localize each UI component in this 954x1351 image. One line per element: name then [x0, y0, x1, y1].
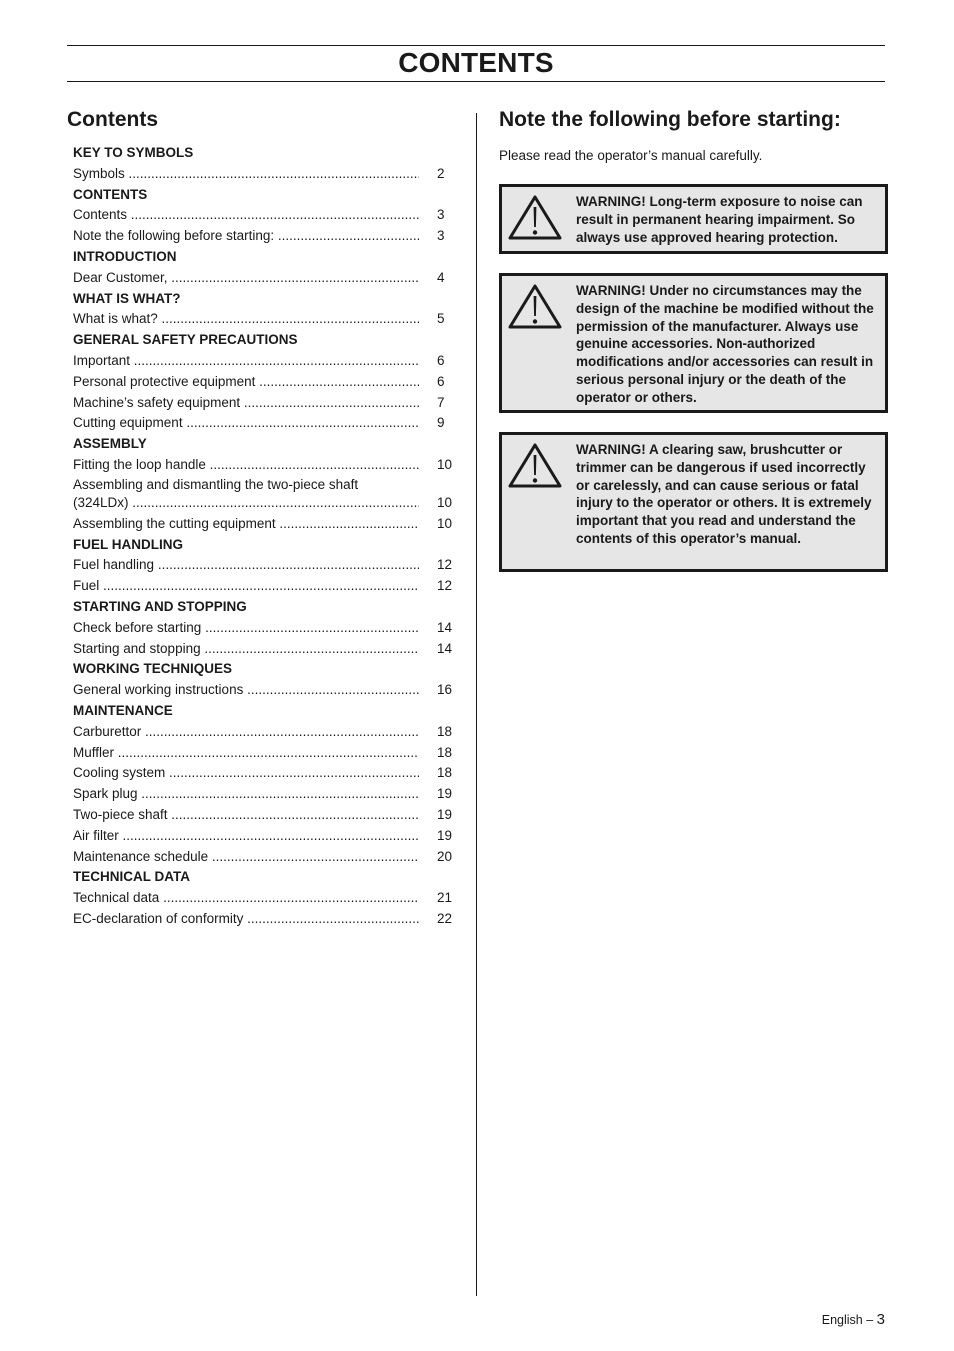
toc-entry-page: 12 [437, 557, 453, 573]
notes-column [499, 106, 888, 546]
toc-entry [73, 413, 460, 434]
toc-entry-label: Symbols ..... [73, 164, 419, 185]
toc-entry-page: 19 [437, 806, 453, 822]
toc-entry-label: Muffler ..... [73, 743, 419, 764]
toc-heading: Contents [67, 108, 158, 131]
toc-entry-label-continued: (324LDx) ..... [73, 493, 419, 514]
toc-entry [73, 268, 460, 289]
toc-entry-page: 10 [437, 494, 453, 510]
toc-entry-page: 10 [437, 515, 453, 531]
toc-section-title: STARTING AND STOPPING [73, 598, 247, 614]
warning-box [499, 184, 888, 254]
toc-entry-label: General working instructions ..... [73, 680, 419, 701]
warning-text: WARNING! A clearing saw, brushcutter or trimmer can be dangerous if used incorrectly or carelessly, and can cause serious or fatal injury to the operator or others. It is extremely important that you read and understand the contents of this operator’s manual. [576, 442, 872, 546]
toc-section-title: INTRODUCTION [73, 248, 177, 264]
notes-heading: Note the following before starting: [499, 108, 841, 131]
toc-entry-label: Cutting equipment ..... [73, 413, 419, 434]
warning-box [499, 432, 888, 572]
toc-entry [73, 888, 460, 909]
toc-entry-page: 14 [437, 640, 453, 656]
toc-entry-label: Technical data ..... [73, 888, 419, 909]
toc-entry-label: Cooling system ..... [73, 763, 419, 784]
toc-entry [73, 826, 460, 847]
toc-entry-label: Important ..... [73, 351, 419, 372]
toc-entry-page: 21 [437, 890, 453, 906]
toc-entry [73, 847, 460, 868]
toc-entry-page: 19 [437, 827, 453, 843]
toc-entry [73, 393, 460, 414]
toc-entry [73, 576, 460, 597]
toc-entry [73, 555, 460, 576]
title-bottom-rule [67, 81, 885, 82]
toc-entry [73, 639, 460, 660]
toc-entry [73, 476, 460, 514]
column-divider [476, 113, 477, 1296]
toc-entry [73, 722, 460, 743]
toc-section-title: TECHNICAL DATA [73, 869, 190, 885]
warning-triangle-icon [507, 282, 563, 330]
toc-entry-page: 6 [437, 352, 445, 368]
footer-separator: – [866, 1313, 874, 1327]
toc-entry [73, 164, 460, 185]
toc-entry-page: 9 [437, 415, 445, 431]
toc-entry-label: Carburettor ..... [73, 722, 419, 743]
toc-entry-label: Assembling the cutting equipment ..... [73, 514, 419, 535]
toc-entry [73, 205, 460, 226]
toc-entry [73, 909, 460, 930]
toc-entry [73, 680, 460, 701]
toc-entry-page: 4 [437, 269, 445, 285]
toc-entry-label: Contents ..... [73, 205, 419, 226]
warning-triangle-icon [507, 441, 563, 489]
toc-section-title: FUEL HANDLING [73, 536, 183, 552]
toc-section-title: KEY TO SYMBOLS [73, 145, 194, 160]
footer-language: English [821, 1313, 863, 1327]
toc-entry [73, 784, 460, 805]
toc-entry-page: 19 [437, 786, 453, 802]
toc-entry-page: 7 [437, 394, 445, 410]
toc-section-title: WHAT IS WHAT? [73, 290, 181, 306]
toc-entry [73, 763, 460, 784]
toc-entry-label: Personal protective equipment ..... [73, 372, 419, 393]
toc-entry [73, 514, 460, 535]
toc-entry-label: Fuel handling ..... [73, 555, 419, 576]
toc-entry-page: 12 [437, 578, 453, 594]
toc-entry-page: 18 [437, 765, 453, 781]
toc-entry-page: 22 [437, 910, 453, 926]
toc-entry-page: 16 [437, 682, 453, 698]
toc-entry [73, 455, 460, 476]
toc-section-title: ASSEMBLY [73, 436, 147, 452]
toc-entry-page: 20 [437, 848, 453, 864]
toc-entry-page: 18 [437, 744, 453, 760]
toc-entry-label: What is what? ..... [73, 309, 419, 330]
toc-entry-label: Spark plug ..... [73, 784, 419, 805]
toc-entry-page: 2 [437, 165, 445, 181]
toc-entry-page: 5 [437, 311, 445, 327]
toc-entry [73, 351, 460, 372]
toc-entry [73, 618, 460, 639]
page-title: CONTENTS [398, 47, 554, 78]
warning-text: WARNING! Long-term exposure to noise can result in permanent hearing impairment. So always use approved hearing protection. [576, 194, 863, 245]
toc-entry [73, 743, 460, 764]
toc-entry-page: 3 [437, 228, 445, 244]
page-footer [822, 1311, 885, 1329]
toc-list [67, 143, 460, 930]
toc-entry-page: 10 [437, 456, 453, 472]
toc-entry-page: 14 [437, 619, 453, 635]
toc-entry-label: Note the following before starting: ..... [73, 226, 419, 247]
toc-entry-label: EC-declaration of conformity ..... [73, 909, 419, 930]
toc-column [67, 106, 460, 930]
toc-entry-label: Machine’s safety equipment ..... [73, 393, 419, 414]
toc-entry-label: Starting and stopping ..... [73, 639, 419, 660]
toc-entry-label: Dear Customer, ..... [73, 268, 419, 289]
toc-entry-label: Fitting the loop handle ..... [73, 455, 419, 476]
toc-entry-page: 18 [437, 723, 453, 739]
footer-page-number: 3 [876, 1311, 885, 1328]
toc-entry-label: Fuel ..... [73, 576, 419, 597]
warning-text: WARNING! Under no circumstances may the design of the machine be modified without the permission of the manufacturer. Always use genuine accessories. Non-authorized modifications and/or accessories can result in serious personal injury or the death of the operator or others. [576, 283, 874, 405]
toc-entry-label: Check before starting ..... [73, 618, 419, 639]
toc-entry [73, 226, 460, 247]
warning-triangle-icon [507, 193, 563, 241]
toc-entry-label: Assembling and dismantling the two-piece shaft [73, 476, 359, 492]
toc-section-title: MAINTENANCE [73, 702, 173, 718]
toc-entry-label: Two-piece shaft ..... [73, 805, 419, 826]
toc-entry [73, 372, 460, 393]
notes-intro: Please read the operator’s manual carefully. [499, 148, 763, 163]
toc-entry-label: Air filter ..... [73, 826, 419, 847]
toc-section-title: GENERAL SAFETY PRECAUTIONS [73, 332, 298, 348]
toc-section-title: WORKING TECHNIQUES [73, 661, 233, 677]
toc-section-title: CONTENTS [73, 186, 148, 202]
toc-entry-label: Maintenance schedule ..... [73, 847, 419, 868]
toc-entry-page: 3 [437, 207, 445, 223]
warning-box [499, 273, 888, 413]
toc-entry-page: 6 [437, 373, 445, 389]
toc-entry [73, 805, 460, 826]
toc-entry [73, 309, 460, 330]
